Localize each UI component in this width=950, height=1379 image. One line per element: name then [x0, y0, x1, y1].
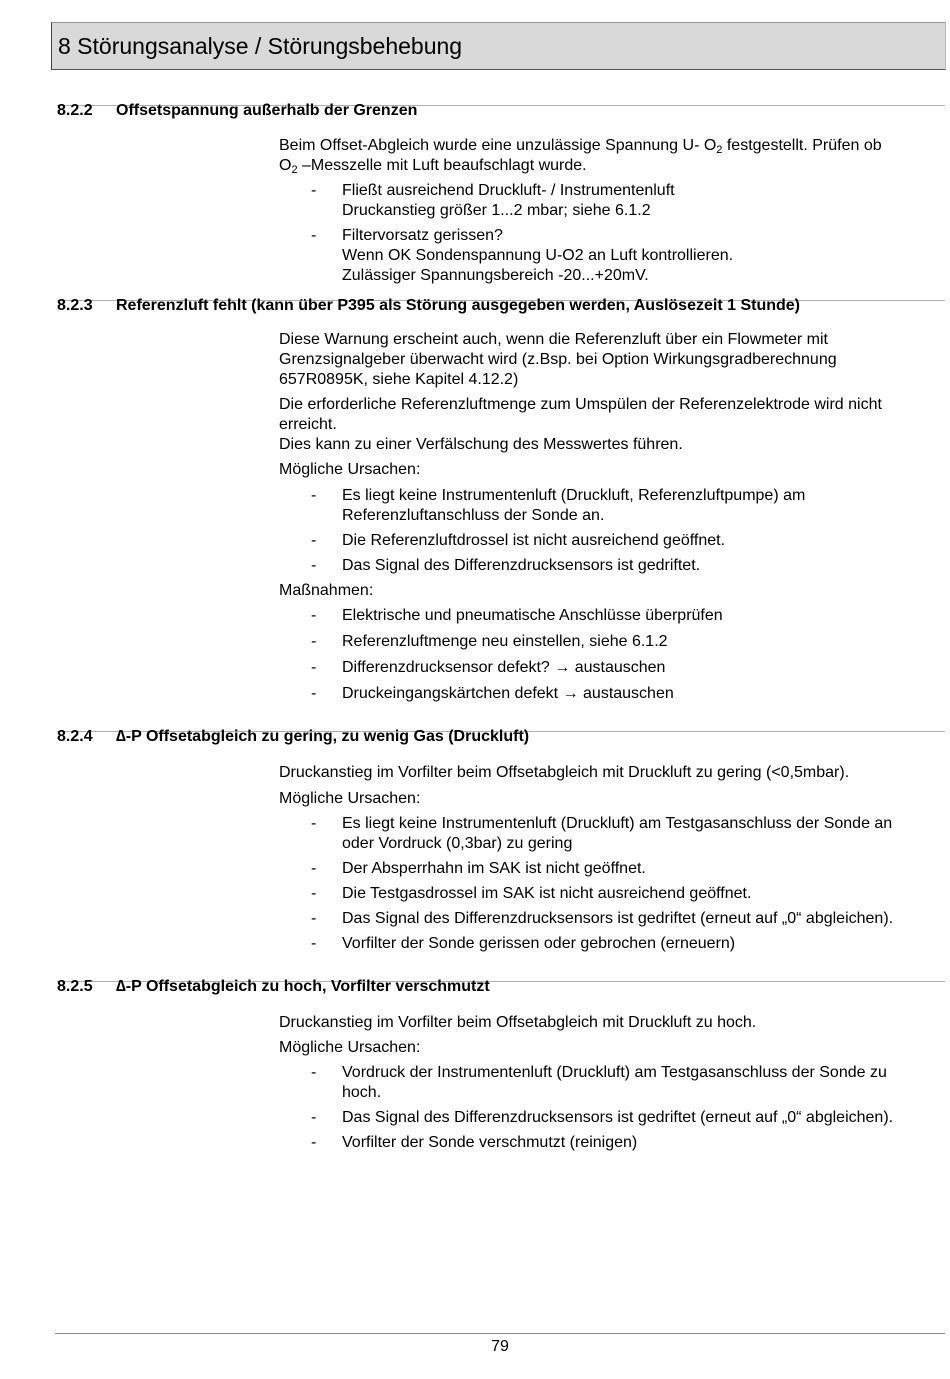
- paragraph-pressure-high: Druckanstieg im Vorfilter beim Offsetabgleich mit Druckluft zu hoch.: [279, 1014, 757, 1031]
- list-item-text: oder Vordruck (0,3bar) zu gering: [342, 835, 573, 852]
- bullet-dash: -: [311, 815, 317, 832]
- list-item-text: Differenzdrucksensor defekt? → austauschen: [342, 659, 666, 676]
- section-title: Offsetspannung außerhalb der Grenzen: [116, 102, 418, 119]
- section-title: Referenzluft fehlt (kann über P395 als Störung ausgegeben werden, Auslösezeit 1 Stunde): [116, 297, 800, 314]
- bullet-dash: -: [311, 935, 317, 952]
- bullet-dash: -: [311, 1064, 317, 1081]
- list-item-text: Wenn OK Sondenspannung U-O2 an Luft kontrollieren.: [342, 247, 734, 264]
- list-item-text: Das Signal des Differenzdrucksensors ist gedriftet (erneut auf „0“ abgleichen).: [342, 1109, 894, 1126]
- paragraph-reference-air: [279, 395, 944, 455]
- list-item-text: Das Signal des Differenzdrucksensors ist gedriftet (erneut auf „0“ abgleichen).: [342, 910, 894, 927]
- bullet-dash: -: [311, 1134, 317, 1151]
- paragraph-offset-voltage: [279, 136, 944, 176]
- section-number: 8.2.3: [57, 297, 93, 314]
- text-line: Die erforderliche Referenzluftmenge zum Umspülen der Referenzelektrode wird nicht: [279, 396, 882, 413]
- list-item-text: Druckeingangskärtchen defekt → austauschen: [342, 685, 674, 702]
- list-item-text: Zulässiger Spannungsbereich -20...+20mV.: [342, 267, 649, 284]
- list-item-text: Filtervorsatz gerissen?: [342, 227, 503, 244]
- bullet-dash: -: [311, 557, 317, 574]
- text-run: O: [279, 157, 292, 174]
- list-item-text: Vorfilter der Sonde verschmutzt (reinigen): [342, 1134, 638, 1151]
- page-number: 79: [491, 1338, 509, 1355]
- list-item-text: Die Testgasdrossel im SAK ist nicht ausreichend geöffnet.: [342, 885, 752, 902]
- bullet-dash: -: [311, 1109, 317, 1126]
- text-line: 657R0895K, siehe Kapitel 4.12.2): [279, 371, 519, 388]
- subscript: 2: [716, 144, 723, 156]
- list-item-text: Die Referenzluftdrossel ist nicht ausreichend geöffnet.: [342, 532, 726, 549]
- section-number: 8.2.5: [57, 978, 93, 995]
- list-item-text: Der Absperrhahn im SAK ist nicht geöffnet.: [342, 860, 646, 877]
- list-item-text: hoch.: [342, 1084, 382, 1101]
- section-heading-8-2-2: [57, 101, 945, 119]
- bullet-dash: -: [311, 532, 317, 549]
- list-item-text: Es liegt keine Instrumentenluft (Druckluft, Referenzluftpumpe) am: [342, 487, 806, 504]
- causes-label: Mögliche Ursachen:: [279, 790, 421, 807]
- section-title: ∆-P Offsetabgleich zu gering, zu wenig Gas (Druckluft): [116, 728, 530, 745]
- section-number: 8.2.4: [57, 728, 93, 745]
- bullet-dash: -: [311, 607, 317, 624]
- list-item-text: Druckanstieg größer 1...2 mbar; siehe 6.1.2: [342, 202, 651, 219]
- list-item-text: Vorfilter der Sonde gerissen oder gebrochen (erneuern): [342, 935, 736, 952]
- causes-label: Mögliche Ursachen:: [279, 1039, 421, 1056]
- section-heading-8-2-3: [57, 296, 945, 314]
- bullet-dash: -: [311, 910, 317, 927]
- bullet-dash: -: [311, 659, 317, 676]
- bullet-dash: -: [311, 487, 317, 504]
- text-run: –Messzelle mit Luft beaufschlagt wurde.: [297, 157, 587, 174]
- list-item-text: Fließt ausreichend Druckluft- / Instrumentenluft: [342, 182, 675, 199]
- section-number: 8.2.2: [57, 102, 93, 119]
- chapter-title: 8 Störungsanalyse / Störungsbehebung: [58, 33, 463, 59]
- bullet-dash: -: [311, 227, 317, 244]
- list-item-text: Vordruck der Instrumentenluft (Druckluft) am Testgasanschluss der Sonde zu: [342, 1064, 887, 1081]
- footer-divider: [55, 1333, 945, 1334]
- bullet-dash: -: [311, 885, 317, 902]
- section-heading-8-2-5: [57, 977, 945, 995]
- text-line: Diese Warnung erscheint auch, wenn die Referenzluft über ein Flowmeter mit: [279, 331, 828, 348]
- bullet-dash: -: [311, 633, 317, 650]
- section-heading-8-2-4: [57, 727, 945, 745]
- list-item-text: Elektrische und pneumatische Anschlüsse überprüfen: [342, 607, 723, 624]
- paragraph-pressure-low: Druckanstieg im Vorfilter beim Offsetabgleich mit Druckluft zu gering (<0,5mbar).: [279, 764, 850, 781]
- text-line: Dies kann zu einer Verfälschung des Messwertes führen.: [279, 436, 683, 453]
- list-item-text: Das Signal des Differenzdrucksensors ist gedriftet.: [342, 557, 701, 574]
- bullet-dash: -: [311, 685, 317, 702]
- bullet-dash: -: [311, 860, 317, 877]
- list-item-text: Referenzluftanschluss der Sonde an.: [342, 507, 605, 524]
- text-run: Beim Offset-Abgleich wurde eine unzulässige Spannung U- O: [279, 137, 717, 154]
- chapter-header: [51, 22, 946, 70]
- text-run: festgestellt. Prüfen ob: [722, 137, 882, 154]
- subscript: 2: [291, 164, 298, 176]
- causes-label: Mögliche Ursachen:: [279, 461, 421, 478]
- measures-label: Maßnahmen:: [279, 582, 374, 599]
- text-line: erreicht.: [279, 416, 337, 433]
- list-item-text: Es liegt keine Instrumentenluft (Druckluft) am Testgasanschluss der Sonde an: [342, 815, 893, 832]
- list-item-text: Referenzluftmenge neu einstellen, siehe 6.1.2: [342, 633, 668, 650]
- bullet-dash: -: [311, 182, 317, 199]
- section-title: ∆-P Offsetabgleich zu hoch, Vorfilter verschmutzt: [116, 978, 490, 995]
- text-line: Grenzsignalgeber überwacht wird (z.Bsp. bei Option Wirkungsgradberechnung: [279, 351, 837, 368]
- paragraph-warning-info: [279, 330, 944, 390]
